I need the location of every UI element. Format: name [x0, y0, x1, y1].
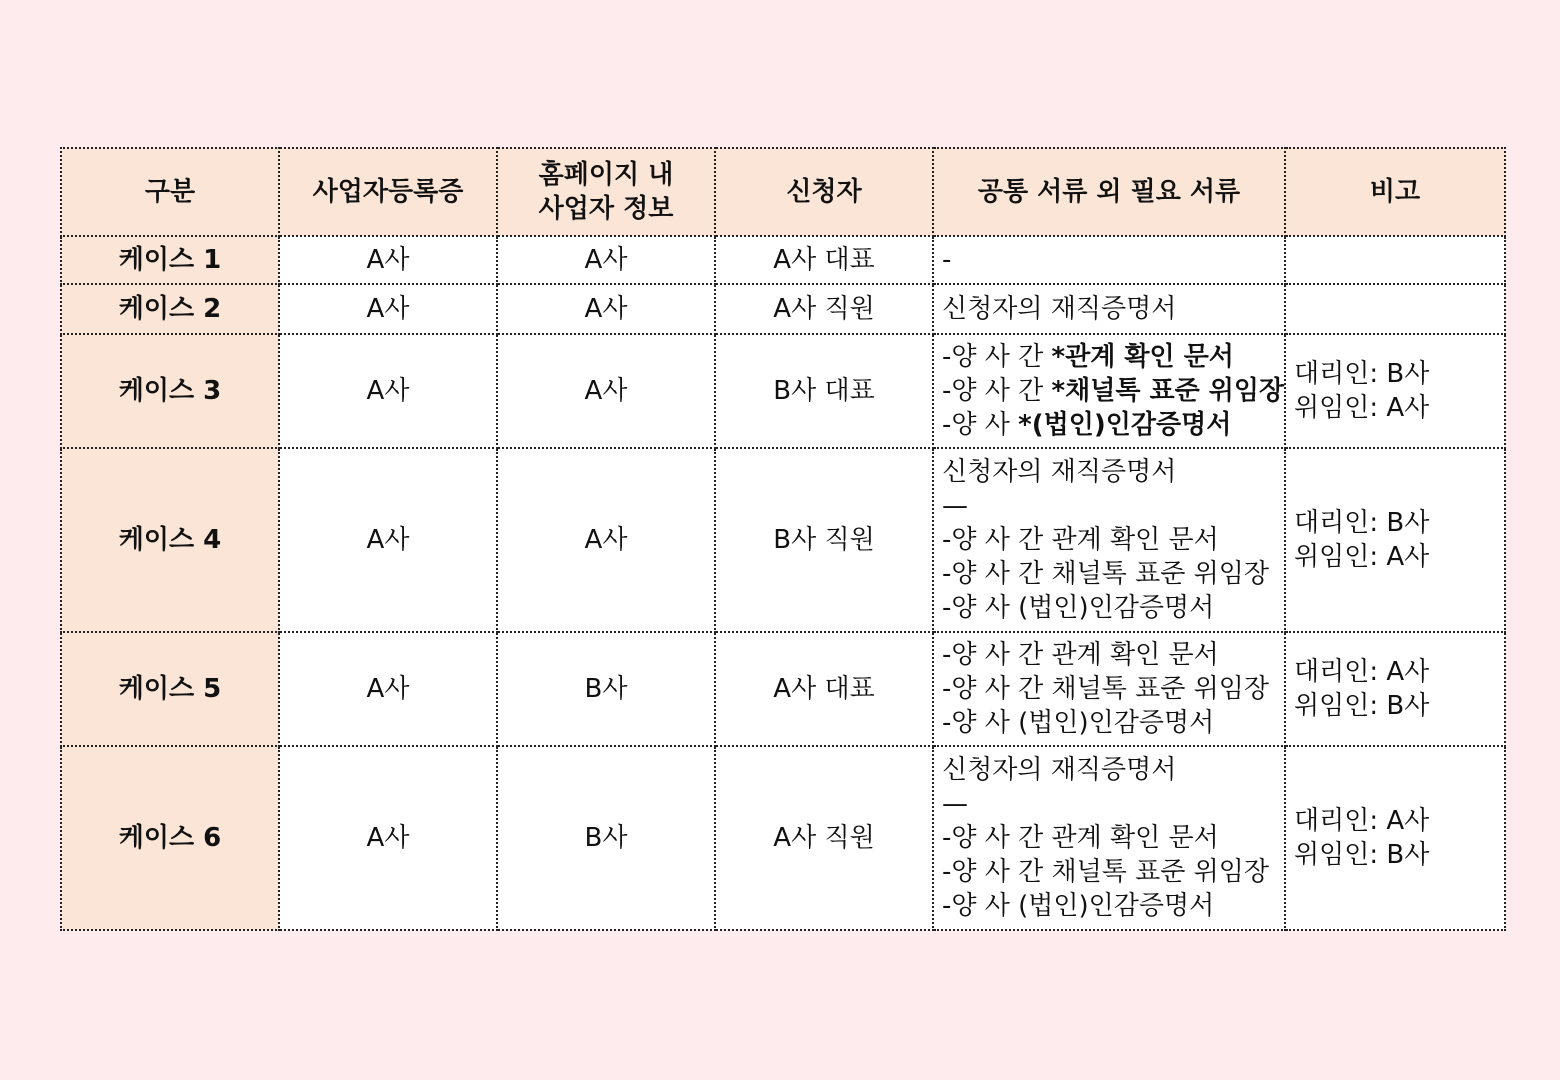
- homepage-info-cell: B사: [497, 632, 715, 746]
- remark-line: 대리인: A사: [1294, 806, 1430, 836]
- remark-line: 위임인: B사: [1294, 840, 1430, 870]
- document-text: -양 사 (법인)인감증명서: [942, 708, 1215, 738]
- required-documents-table: [60, 147, 1506, 931]
- document-line: [942, 821, 1276, 855]
- document-text: 신청자의 재직증명서: [942, 294, 1177, 324]
- document-line: [942, 374, 1285, 408]
- document-text: -: [942, 245, 952, 275]
- document-text: -양 사 (법인)인감증명서: [942, 891, 1215, 921]
- table-row: [61, 284, 1505, 334]
- document-text: -양 사 간 채널톡 표준 위임장: [942, 559, 1269, 589]
- applicant-cell: A사 직원: [715, 746, 933, 930]
- homepage-info-cell: A사: [497, 334, 715, 448]
- document-line: [942, 706, 1276, 740]
- document-text: -양 사 간 채널톡 표준 위임장: [942, 674, 1269, 704]
- business-registration-cell: A사: [279, 284, 497, 334]
- table-row: [61, 632, 1505, 746]
- remark-line: 위임인: A사: [1294, 393, 1430, 423]
- business-registration-cell: A사: [279, 632, 497, 746]
- homepage-info-cell: B사: [497, 746, 715, 930]
- document-line: [942, 455, 1276, 489]
- remarks-cell: [1285, 236, 1505, 284]
- document-text: —: [942, 491, 968, 521]
- document-line: [942, 557, 1276, 591]
- header-homepage-business-info: [497, 148, 715, 236]
- required-documents-cell: [933, 746, 1285, 930]
- document-line: [942, 340, 1276, 374]
- header-business-registration: 사업자등록증: [279, 148, 497, 236]
- header-row: [61, 148, 1505, 236]
- remarks-cell: [1285, 284, 1505, 334]
- remark-line: 대리인: B사: [1294, 508, 1430, 538]
- document-line: [942, 787, 1276, 821]
- remark-line: 위임인: B사: [1294, 691, 1430, 721]
- header-category: 구분: [61, 148, 279, 236]
- document-name-emphasis: *채널톡 표준 위임장: [1051, 376, 1285, 406]
- document-name-emphasis: *(법인)인감증명서: [1018, 410, 1232, 440]
- required-documents-cell: [933, 236, 1285, 284]
- table-body: [61, 236, 1505, 930]
- document-line: [942, 855, 1276, 889]
- document-text: -양 사: [942, 410, 1019, 440]
- document-text: -양 사 간 채널톡 표준 위임장: [942, 857, 1269, 887]
- case-label: 케이스 5: [61, 632, 279, 746]
- document-line: [942, 523, 1276, 557]
- business-registration-cell: A사: [279, 448, 497, 632]
- document-line: [942, 753, 1276, 787]
- document-text: -양 사 간 관계 확인 문서: [942, 525, 1219, 555]
- header-applicant: 신청자: [715, 148, 933, 236]
- table-row: [61, 746, 1505, 930]
- required-documents-cell: [933, 448, 1285, 632]
- document-line: [942, 408, 1276, 442]
- homepage-info-cell: A사: [497, 236, 715, 284]
- header-homepage-line-1: 홈페이지 내: [538, 160, 674, 190]
- document-line: [942, 489, 1276, 523]
- required-documents-cell: [933, 334, 1285, 448]
- header-remarks: 비고: [1285, 148, 1505, 236]
- table-row: [61, 334, 1505, 448]
- case-label: 케이스 6: [61, 746, 279, 930]
- homepage-info-cell: A사: [497, 284, 715, 334]
- applicant-cell: A사 대표: [715, 236, 933, 284]
- applicant-cell: A사 대표: [715, 632, 933, 746]
- document-line: [942, 638, 1276, 672]
- document-line: [942, 243, 1276, 277]
- remarks-cell: [1285, 746, 1505, 930]
- applicant-cell: B사 대표: [715, 334, 933, 448]
- remark-line: 위임인: A사: [1294, 542, 1430, 572]
- remarks-cell: [1285, 334, 1505, 448]
- document-text: -양 사 간 관계 확인 문서: [942, 823, 1219, 853]
- document-line: [942, 672, 1276, 706]
- applicant-cell: B사 직원: [715, 448, 933, 632]
- case-label: 케이스 4: [61, 448, 279, 632]
- business-registration-cell: A사: [279, 746, 497, 930]
- document-text: -양 사 간 관계 확인 문서: [942, 640, 1219, 670]
- applicant-cell: A사 직원: [715, 284, 933, 334]
- document-table-container: [60, 147, 1504, 931]
- homepage-info-cell: A사: [497, 448, 715, 632]
- table-row: [61, 236, 1505, 284]
- table-row: [61, 448, 1505, 632]
- case-label: 케이스 1: [61, 236, 279, 284]
- required-documents-cell: [933, 284, 1285, 334]
- document-line: [942, 591, 1276, 625]
- header-homepage-line-2: 사업자 정보: [538, 194, 674, 224]
- document-text: -양 사 간: [942, 376, 1052, 406]
- document-name-emphasis: *관계 확인 문서: [1051, 342, 1234, 372]
- remark-line: 대리인: A사: [1294, 657, 1430, 687]
- remarks-cell: [1285, 632, 1505, 746]
- document-line: [942, 292, 1276, 326]
- document-text: -양 사 간: [942, 342, 1052, 372]
- remarks-cell: [1285, 448, 1505, 632]
- document-text: —: [942, 789, 968, 819]
- document-text: -양 사 (법인)인감증명서: [942, 593, 1215, 623]
- document-text: 신청자의 재직증명서: [942, 457, 1177, 487]
- business-registration-cell: A사: [279, 236, 497, 284]
- business-registration-cell: A사: [279, 334, 497, 448]
- table-header: [61, 148, 1505, 236]
- remark-line: 대리인: B사: [1294, 359, 1430, 389]
- case-label: 케이스 3: [61, 334, 279, 448]
- case-label: 케이스 2: [61, 284, 279, 334]
- required-documents-cell: [933, 632, 1285, 746]
- document-text: 신청자의 재직증명서: [942, 755, 1177, 785]
- header-required-documents: 공통 서류 외 필요 서류: [933, 148, 1285, 236]
- document-line: [942, 889, 1276, 923]
